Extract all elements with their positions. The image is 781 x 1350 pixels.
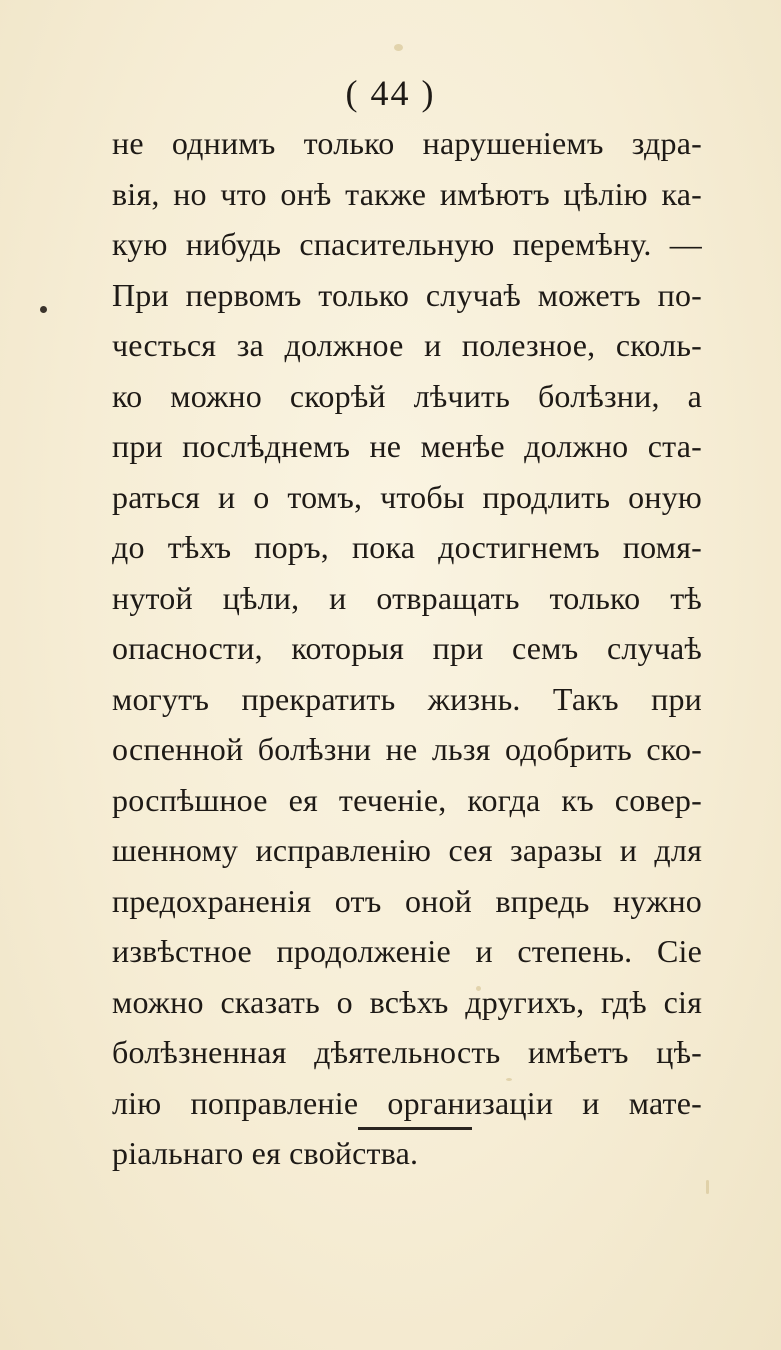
text-line: болѣзненная дѣятельность имѣетъ цѣ- (112, 1034, 702, 1070)
text-line: ко можно скорѣй лѣчить болѣзни, а (112, 377, 702, 414)
text-line: при послѣднемъ не менѣе должно ста- (112, 428, 702, 464)
text-line: роспѣшное ея теченiе, когда къ совер- (112, 781, 702, 818)
section-divider (358, 1127, 472, 1130)
text-line: нутой цѣли, и отвращать только тѣ (112, 579, 702, 616)
text-line: вiя, но что онѣ также имѣютъ цѣлiю ка- (112, 175, 702, 212)
margin-mark (40, 306, 47, 313)
text-line: извѣстное продолженiе и степень. Сiе (112, 933, 702, 969)
text-line: могутъ прекратить жизнь. Такъ при (112, 680, 702, 717)
text-line: оспенной болѣзни не льзя одобрить ско- (112, 731, 702, 767)
body-text (112, 118, 702, 1179)
text-line: шенному исправленiю сея заразы и для (112, 832, 702, 868)
paper-speck (706, 1180, 709, 1194)
text-line: раться и о томъ, чтобы продлить оную (112, 478, 702, 515)
text-line: можно сказать о всѣхъ другихъ, гдѣ сiя (112, 983, 702, 1020)
page-number: ( 44 ) (345, 73, 436, 113)
paper-speck (394, 44, 403, 51)
text-line: не однимъ только нарушенiемъ здра- (112, 125, 702, 161)
text-line: до тѣхъ поръ, пока достигнемъ помя- (112, 529, 702, 565)
text-line-last: рiальнаго ея свойства. (112, 1135, 419, 1171)
text-line: предохраненiя отъ оной впредь нужно (112, 882, 702, 919)
text-line: При первомъ только случаѣ можетъ по- (112, 276, 702, 313)
text-line: честься за должное и полезное, сколь- (112, 327, 702, 363)
text-line: лiю поправленiе организацiи и мате- (112, 1084, 702, 1121)
text-line: опасности, которыя при семъ случаѣ (112, 630, 702, 666)
text-line: кую нибудь спасительную перемѣну. — (112, 226, 702, 262)
